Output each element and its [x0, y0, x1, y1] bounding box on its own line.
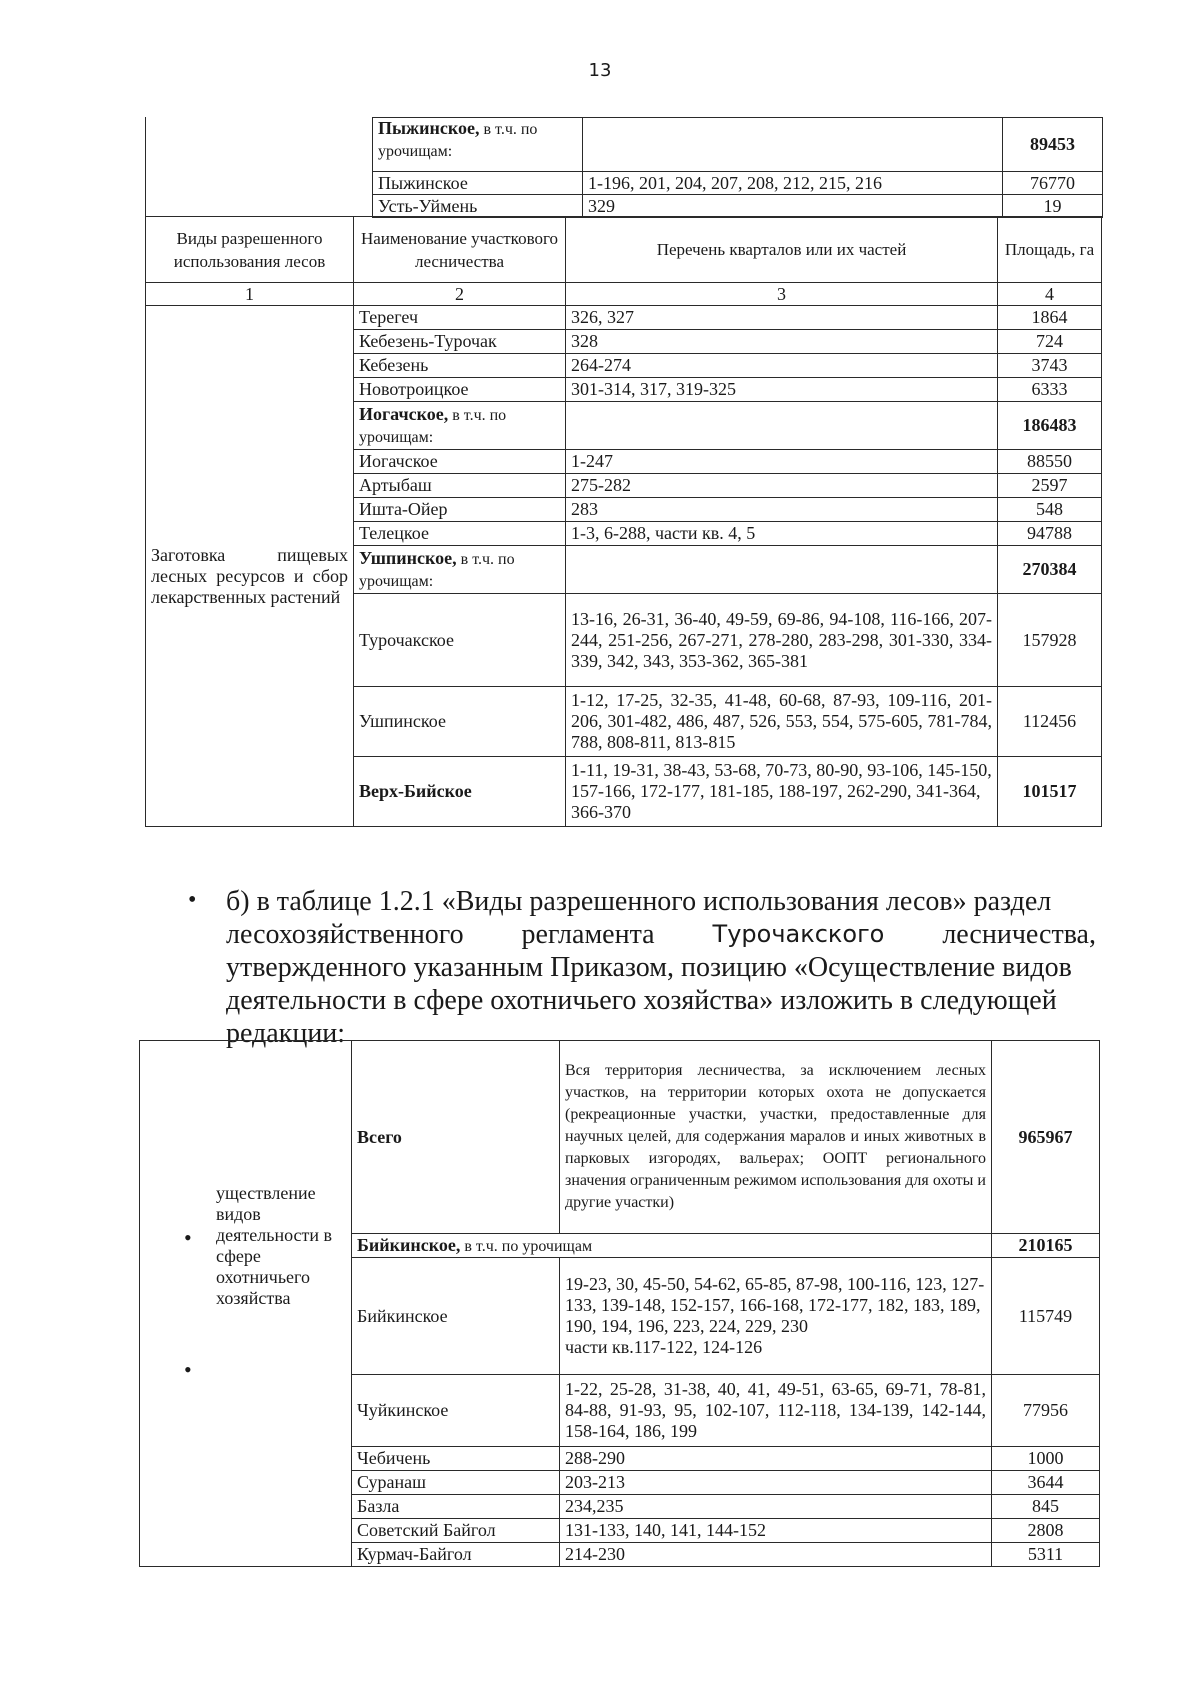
area-name-cell: Пыжинское, в т.ч. по урочищам: [373, 118, 583, 172]
quarters-cell: 19-23, 30, 45-50, 54-62, 65-85, 87-98, 100-116, 123, 127-133, 139-148, 152-157, 166-168, 172-177, 182, 183, 189, 190, 194, 196, 223, 224, 229, 230 части кв.117-122, 124-126 [560, 1258, 992, 1375]
area-cell: 89453 [1003, 118, 1103, 172]
area-cell: 965967 [992, 1041, 1100, 1234]
quarters-cell: 301-314, 317, 319-325 [566, 378, 998, 402]
area-name-cell: Базла [352, 1495, 560, 1519]
quarters-cell: 13-16, 26-31, 36-40, 49-59, 69-86, 94-108, 116-166, 207-244, 251-256, 267-271, 278-280, 283-298, 301-330, 334-339, 342, 343, 353-362, 365-381 [566, 594, 998, 687]
page-number: 13 [588, 60, 612, 81]
area-name-cell: Суранаш [352, 1471, 560, 1495]
paragraph-line: деятельности в сфере охотничьего хозяйства» изложить в следующей [226, 985, 1057, 1016]
table-row [146, 306, 1102, 330]
category-bullet: • [184, 1357, 192, 1382]
area-name-cell: Советский Байгол [352, 1519, 560, 1543]
area-name-cell: Артыбаш [354, 474, 566, 498]
table-row [140, 1041, 1100, 1234]
area-cell: 76770 [1003, 172, 1103, 195]
area-cell: 186483 [998, 402, 1102, 450]
area-cell: 845 [992, 1495, 1100, 1519]
column-header: Площадь, га [998, 217, 1102, 283]
area-name-cell: Верх-Бийское [354, 757, 566, 827]
use-category-cell: Заготовка пищевых лесных ресурсов и сбор лекарственных растений [146, 306, 354, 827]
quarters-cell: 288-290 [560, 1447, 992, 1471]
area-cell: 19 [1003, 195, 1103, 218]
area-cell: 2808 [992, 1519, 1100, 1543]
paragraph-line: б) в таблице 1.2.1 «Виды разрешенного использования лесов» раздел [226, 886, 1052, 917]
area-name-cell: Телецкое [354, 522, 566, 546]
area-name-cell: Новотроицкое [354, 378, 566, 402]
continuation-table [372, 117, 1103, 218]
use-category-cell [140, 1041, 352, 1567]
quarters-cell: 328 [566, 330, 998, 354]
column-number: 1 [146, 283, 354, 306]
area-name-cell: Чебичень [352, 1447, 560, 1471]
area-name-cell: Ишта-Ойер [354, 498, 566, 522]
quarters-cell: 275-282 [566, 474, 998, 498]
area-name-cell: Пыжинское [373, 172, 583, 195]
area-cell: 210165 [992, 1234, 1100, 1258]
hunting-table [139, 1040, 1100, 1567]
area-name-cell: Кебезень [354, 354, 566, 378]
quarters-cell [566, 546, 998, 594]
area-cell: 157928 [998, 594, 1102, 687]
column-header: Виды разрешенного использования лесов [146, 217, 354, 283]
area-cell: 115749 [992, 1258, 1100, 1375]
area-cell: 94788 [998, 522, 1102, 546]
table-row [373, 172, 1103, 195]
quarters-cell: 214-230 [560, 1543, 992, 1567]
quarters-cell [583, 118, 1003, 172]
paragraph-line: лесохозяйственного регламента Турочакского лесничества, [226, 919, 1096, 950]
area-cell: 3644 [992, 1471, 1100, 1495]
column-header: Перечень кварталов или их частей [566, 217, 998, 283]
left-border-line [145, 117, 146, 217]
area-cell: 6333 [998, 378, 1102, 402]
forest-use-table [145, 216, 1102, 827]
area-name-cell: Курмач-Байгол [352, 1543, 560, 1567]
area-cell: 112456 [998, 687, 1102, 757]
area-name-cell: Усть-Уймень [373, 195, 583, 218]
quarters-cell [566, 402, 998, 450]
area-cell: 1000 [992, 1447, 1100, 1471]
amendment-paragraph [226, 885, 1096, 1050]
area-name-cell: Бийкинское, в т.ч. по урочищам [352, 1234, 992, 1258]
area-cell: 88550 [998, 450, 1102, 474]
quarters-cell: 283 [566, 498, 998, 522]
area-name-cell: Кебезень-Турочак [354, 330, 566, 354]
area-name-cell: Чуйкинское [352, 1375, 560, 1447]
quarters-cell: 1-22, 25-28, 31-38, 40, 41, 49-51, 63-65, 69-71, 78-81, 84-88, 91-93, 95, 102-107, 112-118, 134-139, 142-144, 158-164, 186, 199 [560, 1375, 992, 1447]
area-name-cell: Бийкинское [352, 1258, 560, 1375]
area-cell: 548 [998, 498, 1102, 522]
area-name-cell: Ушпинское [354, 687, 566, 757]
area-cell: 77956 [992, 1375, 1100, 1447]
quarters-cell: 1-11, 19-31, 38-43, 53-68, 70-73, 80-90, 93-106, 145-150, 157-166, 172-177, 181-185, 188-197, 262-290, 341-364, 366-370 [566, 757, 998, 827]
quarters-cell: 326, 327 [566, 306, 998, 330]
area-name-cell: Терегеч [354, 306, 566, 330]
area-name-cell: Иогачское, в т.ч. по урочищам: [354, 402, 566, 450]
paragraph-line: утвержденного указанным Приказом, позицию «Осуществление видов [226, 952, 1072, 983]
column-number: 4 [998, 283, 1102, 306]
column-header: Наименование участкового лесничества [354, 217, 566, 283]
quarters-cell: 1-12, 17-25, 32-35, 41-48, 60-68, 87-93, 109-116, 201-206, 301-482, 486, 487, 526, 553, 554, 575-605, 781-784, 788, 808-811, 813-815 [566, 687, 998, 757]
area-cell: 5311 [992, 1543, 1100, 1567]
area-cell: 724 [998, 330, 1102, 354]
table-row [373, 118, 1103, 172]
area-name-cell: Ушпинское, в т.ч. по урочищам: [354, 546, 566, 594]
quarters-cell: 1-247 [566, 450, 998, 474]
table-header-row [146, 217, 1102, 283]
category-bullet: • [184, 1225, 192, 1250]
quarters-cell: 131-133, 140, 141, 144-152 [560, 1519, 992, 1543]
area-name-cell: Иогачское [354, 450, 566, 474]
column-number: 2 [354, 283, 566, 306]
area-name-cell: Турочакское [354, 594, 566, 687]
quarters-cell: 1-196, 201, 204, 207, 208, 212, 215, 216 [583, 172, 1003, 195]
quarters-cell: 203-213 [560, 1471, 992, 1495]
quarters-cell: 264-274 [566, 354, 998, 378]
column-number-row [146, 283, 1102, 306]
quarters-cell: Вся территория лесничества, за исключением лесных участков, на территории которых охота не допускается (рекреационные участки, участки, предоставленные для научных целей, для содержания маралов и иных животных в парковых изгородях, вальерах; ООПТ регионального значения ограниченным режимом использования для охоты и другие участки) [560, 1041, 992, 1234]
quarters-cell: 234,235 [560, 1495, 992, 1519]
table-row [373, 195, 1103, 218]
paragraph-line: редакции: [226, 1018, 346, 1049]
area-cell: 270384 [998, 546, 1102, 594]
area-cell: 2597 [998, 474, 1102, 498]
area-cell: 1864 [998, 306, 1102, 330]
area-cell: 101517 [998, 757, 1102, 827]
quarters-cell: 329 [583, 195, 1003, 218]
area-name-cell: Всего [352, 1041, 560, 1234]
area-cell: 3743 [998, 354, 1102, 378]
category-text: уществление видов деятельности в сфере охотничьего хозяйства [216, 1183, 333, 1308]
paragraph-bullet: • [188, 887, 197, 913]
column-number: 3 [566, 283, 998, 306]
quarters-cell: 1-3, 6-288, части кв. 4, 5 [566, 522, 998, 546]
